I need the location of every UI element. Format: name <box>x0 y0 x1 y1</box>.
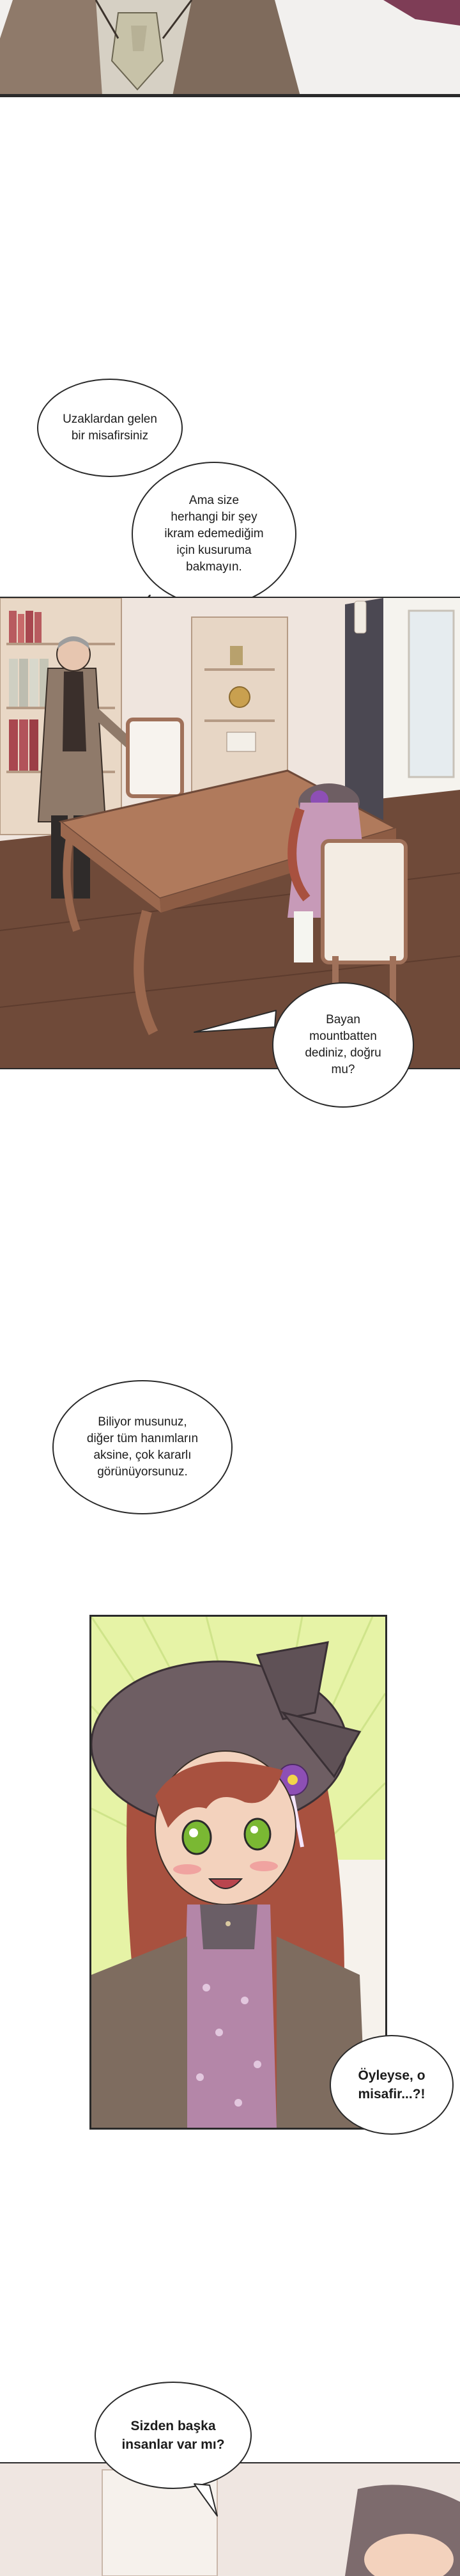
gentleman-top-illustration <box>0 0 460 97</box>
speech-bubble-mountbatten <box>272 982 414 1108</box>
bubble-text: Bayan mountbatten dediniz, doğru mu? <box>305 1013 381 1076</box>
bubble-text: Uzaklardan gelen bir misafirsiniz <box>63 412 157 443</box>
panel-room-bottom <box>0 2462 460 2576</box>
room-illustration <box>0 598 460 1068</box>
panel-lady-closeup <box>89 1615 387 2130</box>
speech-bubble-guest-question <box>330 2035 454 2135</box>
bubble-text: Ama size herhangi bir şey ikram edemediğim için kusuruma bakmayın. <box>164 494 264 574</box>
bubble-tail-mountbatten <box>192 1001 281 1040</box>
panel-gentleman-top <box>0 0 460 97</box>
speech-bubble-no-treat <box>132 462 296 606</box>
lady-closeup-illustration <box>91 1617 385 2128</box>
bubble-text: Sizden başka insanlar var mı? <box>121 2419 225 2452</box>
speech-bubble-other-people <box>95 2382 252 2489</box>
bubble-text: Öyleyse, o misafir...?! <box>358 2068 425 2101</box>
bubble-text: Biliyor musunuz, diğer tüm hanımların aksine, çok kararlı görünüyorsunuz. <box>86 1415 199 1479</box>
speech-bubble-far-guest <box>37 379 183 477</box>
speech-bubble-calm <box>52 1380 233 1514</box>
bubble-tail-other-people <box>192 2481 224 2520</box>
room-bottom-illustration <box>0 2463 460 2576</box>
